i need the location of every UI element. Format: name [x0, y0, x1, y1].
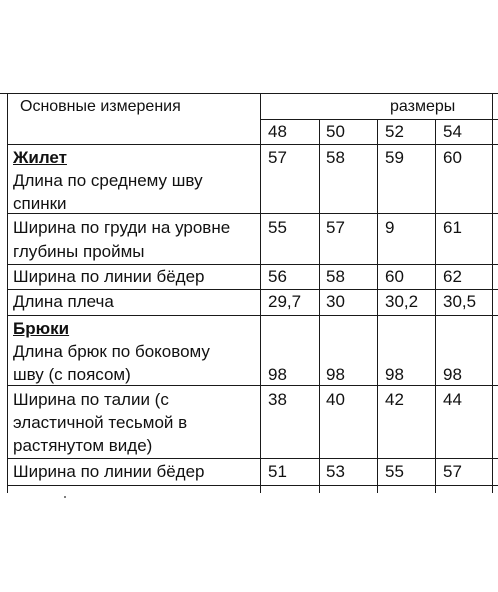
header-divider-sizes [260, 119, 498, 120]
value-cell: 62 [443, 267, 462, 286]
value-cell: 60 [443, 148, 462, 167]
row-label-line: эластичной тесьмой в [13, 413, 188, 432]
table-border-top [0, 93, 498, 94]
row-label-line: спинки [13, 194, 67, 213]
value-cell: 60 [385, 267, 404, 286]
row-label-line: Длина по среднему шву [13, 171, 203, 190]
row-label-line: глубины проймы [13, 242, 145, 261]
value-cell: 44 [443, 390, 462, 409]
value-cell: 98 [268, 365, 287, 384]
value-cell: 98 [326, 365, 345, 384]
value-cell: 61 [443, 218, 462, 237]
value-cell: 58 [326, 148, 345, 167]
table-border-right [492, 93, 493, 493]
row-label-line: Ширина по линии бёдер [13, 267, 205, 286]
value-cell: 57 [268, 148, 287, 167]
size-header-50: 50 [326, 122, 345, 141]
row-label-line: Ширина по линии бёдер [13, 462, 205, 481]
column-divider-54 [435, 119, 436, 493]
value-cell: 58 [326, 267, 345, 286]
header-sizes-label: размеры [390, 98, 456, 115]
value-cell: 9 [385, 218, 395, 237]
value-cell: 30 [326, 292, 345, 311]
value-cell: 55 [268, 218, 287, 237]
value-cell: 42 [385, 390, 404, 409]
column-divider-measurements [260, 93, 261, 493]
value-cell: 57 [443, 462, 462, 481]
row-label-line: Ширина по талии (с [13, 390, 169, 409]
row-label-line: Ширина по груди на уровне [13, 218, 231, 237]
value-cell: 57 [326, 218, 345, 237]
column-divider-52 [377, 119, 378, 493]
row-divider-4 [7, 315, 498, 316]
row-label-line: Длина брюк по боковому [13, 342, 210, 361]
value-cell: 56 [268, 267, 287, 286]
value-cell: 59 [385, 148, 404, 167]
header-measurements-label: Основные измерения [20, 98, 181, 115]
header-divider [7, 144, 498, 145]
row-divider-6 [7, 458, 498, 459]
value-cell: 30,5 [443, 292, 477, 311]
section-title-vest: Жилет [13, 148, 67, 167]
column-divider-50 [319, 119, 320, 493]
row-divider-1 [7, 213, 498, 214]
value-cell: 30,2 [385, 292, 419, 311]
value-cell: 40 [326, 390, 345, 409]
row-label-line: растянутом виде) [13, 436, 153, 455]
row-divider-7 [7, 485, 498, 486]
size-header-52: 52 [385, 122, 404, 141]
scan-artifact [64, 496, 66, 498]
row-label-line: Длина плеча [13, 292, 114, 311]
value-cell: 98 [443, 365, 462, 384]
size-header-54: 54 [443, 122, 462, 141]
value-cell: 51 [268, 462, 287, 481]
value-cell: 55 [385, 462, 404, 481]
size-header-48: 48 [268, 122, 287, 141]
value-cell: 53 [326, 462, 345, 481]
table-border-left [7, 93, 8, 493]
value-cell: 98 [385, 365, 404, 384]
row-label-line: шву (с поясом) [13, 365, 131, 384]
section-title-trousers: Брюки [13, 319, 70, 338]
value-cell: 29,7 [268, 292, 302, 311]
value-cell: 38 [268, 390, 287, 409]
